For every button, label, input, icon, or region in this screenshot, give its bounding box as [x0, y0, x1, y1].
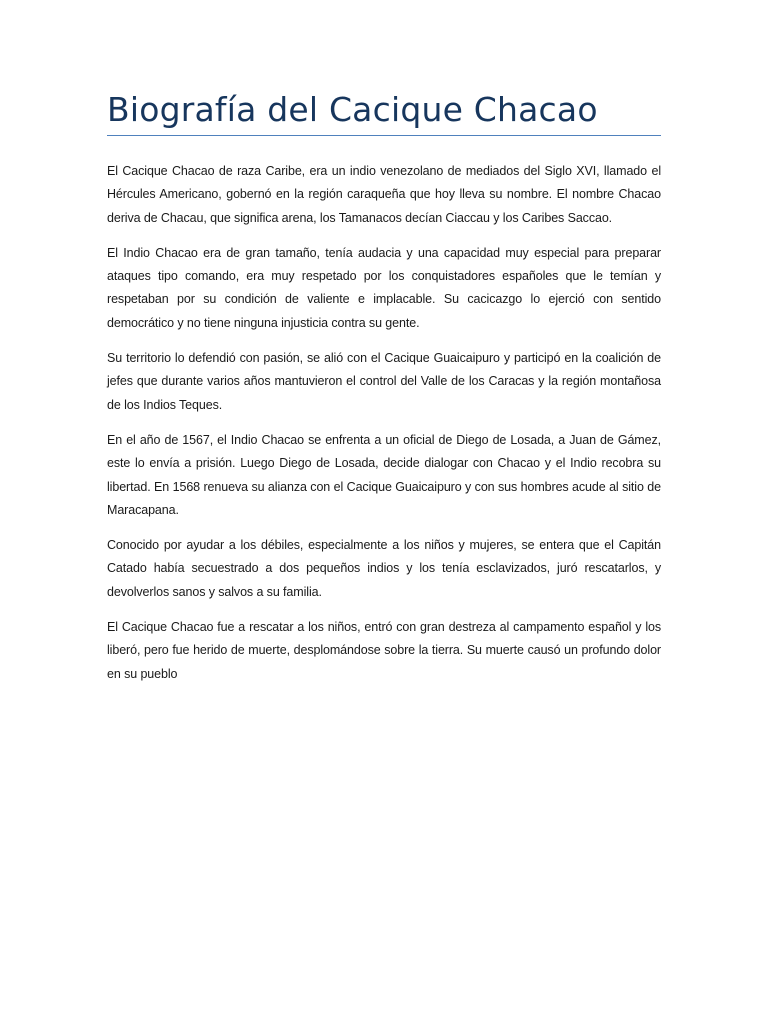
paragraph-1: El Cacique Chacao de raza Caribe, era un indio venezolano de mediados del Siglo XVI, llamado el Hércules Americano, gobernó en la región caraqueña que hoy lleva su nombre. El nombre Chacao deriva de Chacau, que significa arena, los Tamanacos decían Ciaccau y los Caribes Saccao.	[107, 164, 661, 225]
paragraph-4: En el año de 1567, el Indio Chacao se enfrenta a un oficial de Diego de Losada, a Juan de Gámez, este lo envía a prisión. Luego Diego de Losada, decide dialogar con Chacao y el Indio recobra su libertad. En 1568 renueva su alianza con el Cacique Guaicaipuro y con sus hombres acude al sitio de Maracapana.	[107, 432, 661, 517]
page-title: Biografía del Cacique Chacao	[107, 90, 598, 129]
title-underline	[107, 135, 661, 136]
paragraph-5: Conocido por ayudar a los débiles, especialmente a los niños y mujeres, se entera que el Capitán Catado había secuestrado a dos pequeños indios y los tenía esclavizados, juró rescatarlos, y devolverlos sanos y salvos a su familia.	[107, 538, 661, 599]
document-body	[107, 160, 661, 686]
paragraph-6: El Cacique Chacao fue a rescatar a los niños, entró con gran destreza al campamento español y los liberó, pero fue herido de muerte, desplomándose sobre la tierra. Su muerte causó un profundo dolor en su pueblo	[107, 620, 661, 681]
paragraph-3: Su territorio lo defendió con pasión, se alió con el Cacique Guaicaipuro y participó en la coalición de jefes que durante varios años mantuvieron el control del Valle de los Caracas y la región montañosa de los Indios Teques.	[107, 351, 661, 412]
paragraph-2: El Indio Chacao era de gran tamaño, tenía audacia y una capacidad muy especial para preparar ataques tipo comando, era muy respetado por los conquistadores españoles que le temían y respetaban por su condición de valiente e implacable. Su cacicazgo lo ejerció con sentido democrático y no tiene ninguna injusticia contra su gente.	[107, 245, 661, 330]
document-content	[107, 88, 661, 698]
